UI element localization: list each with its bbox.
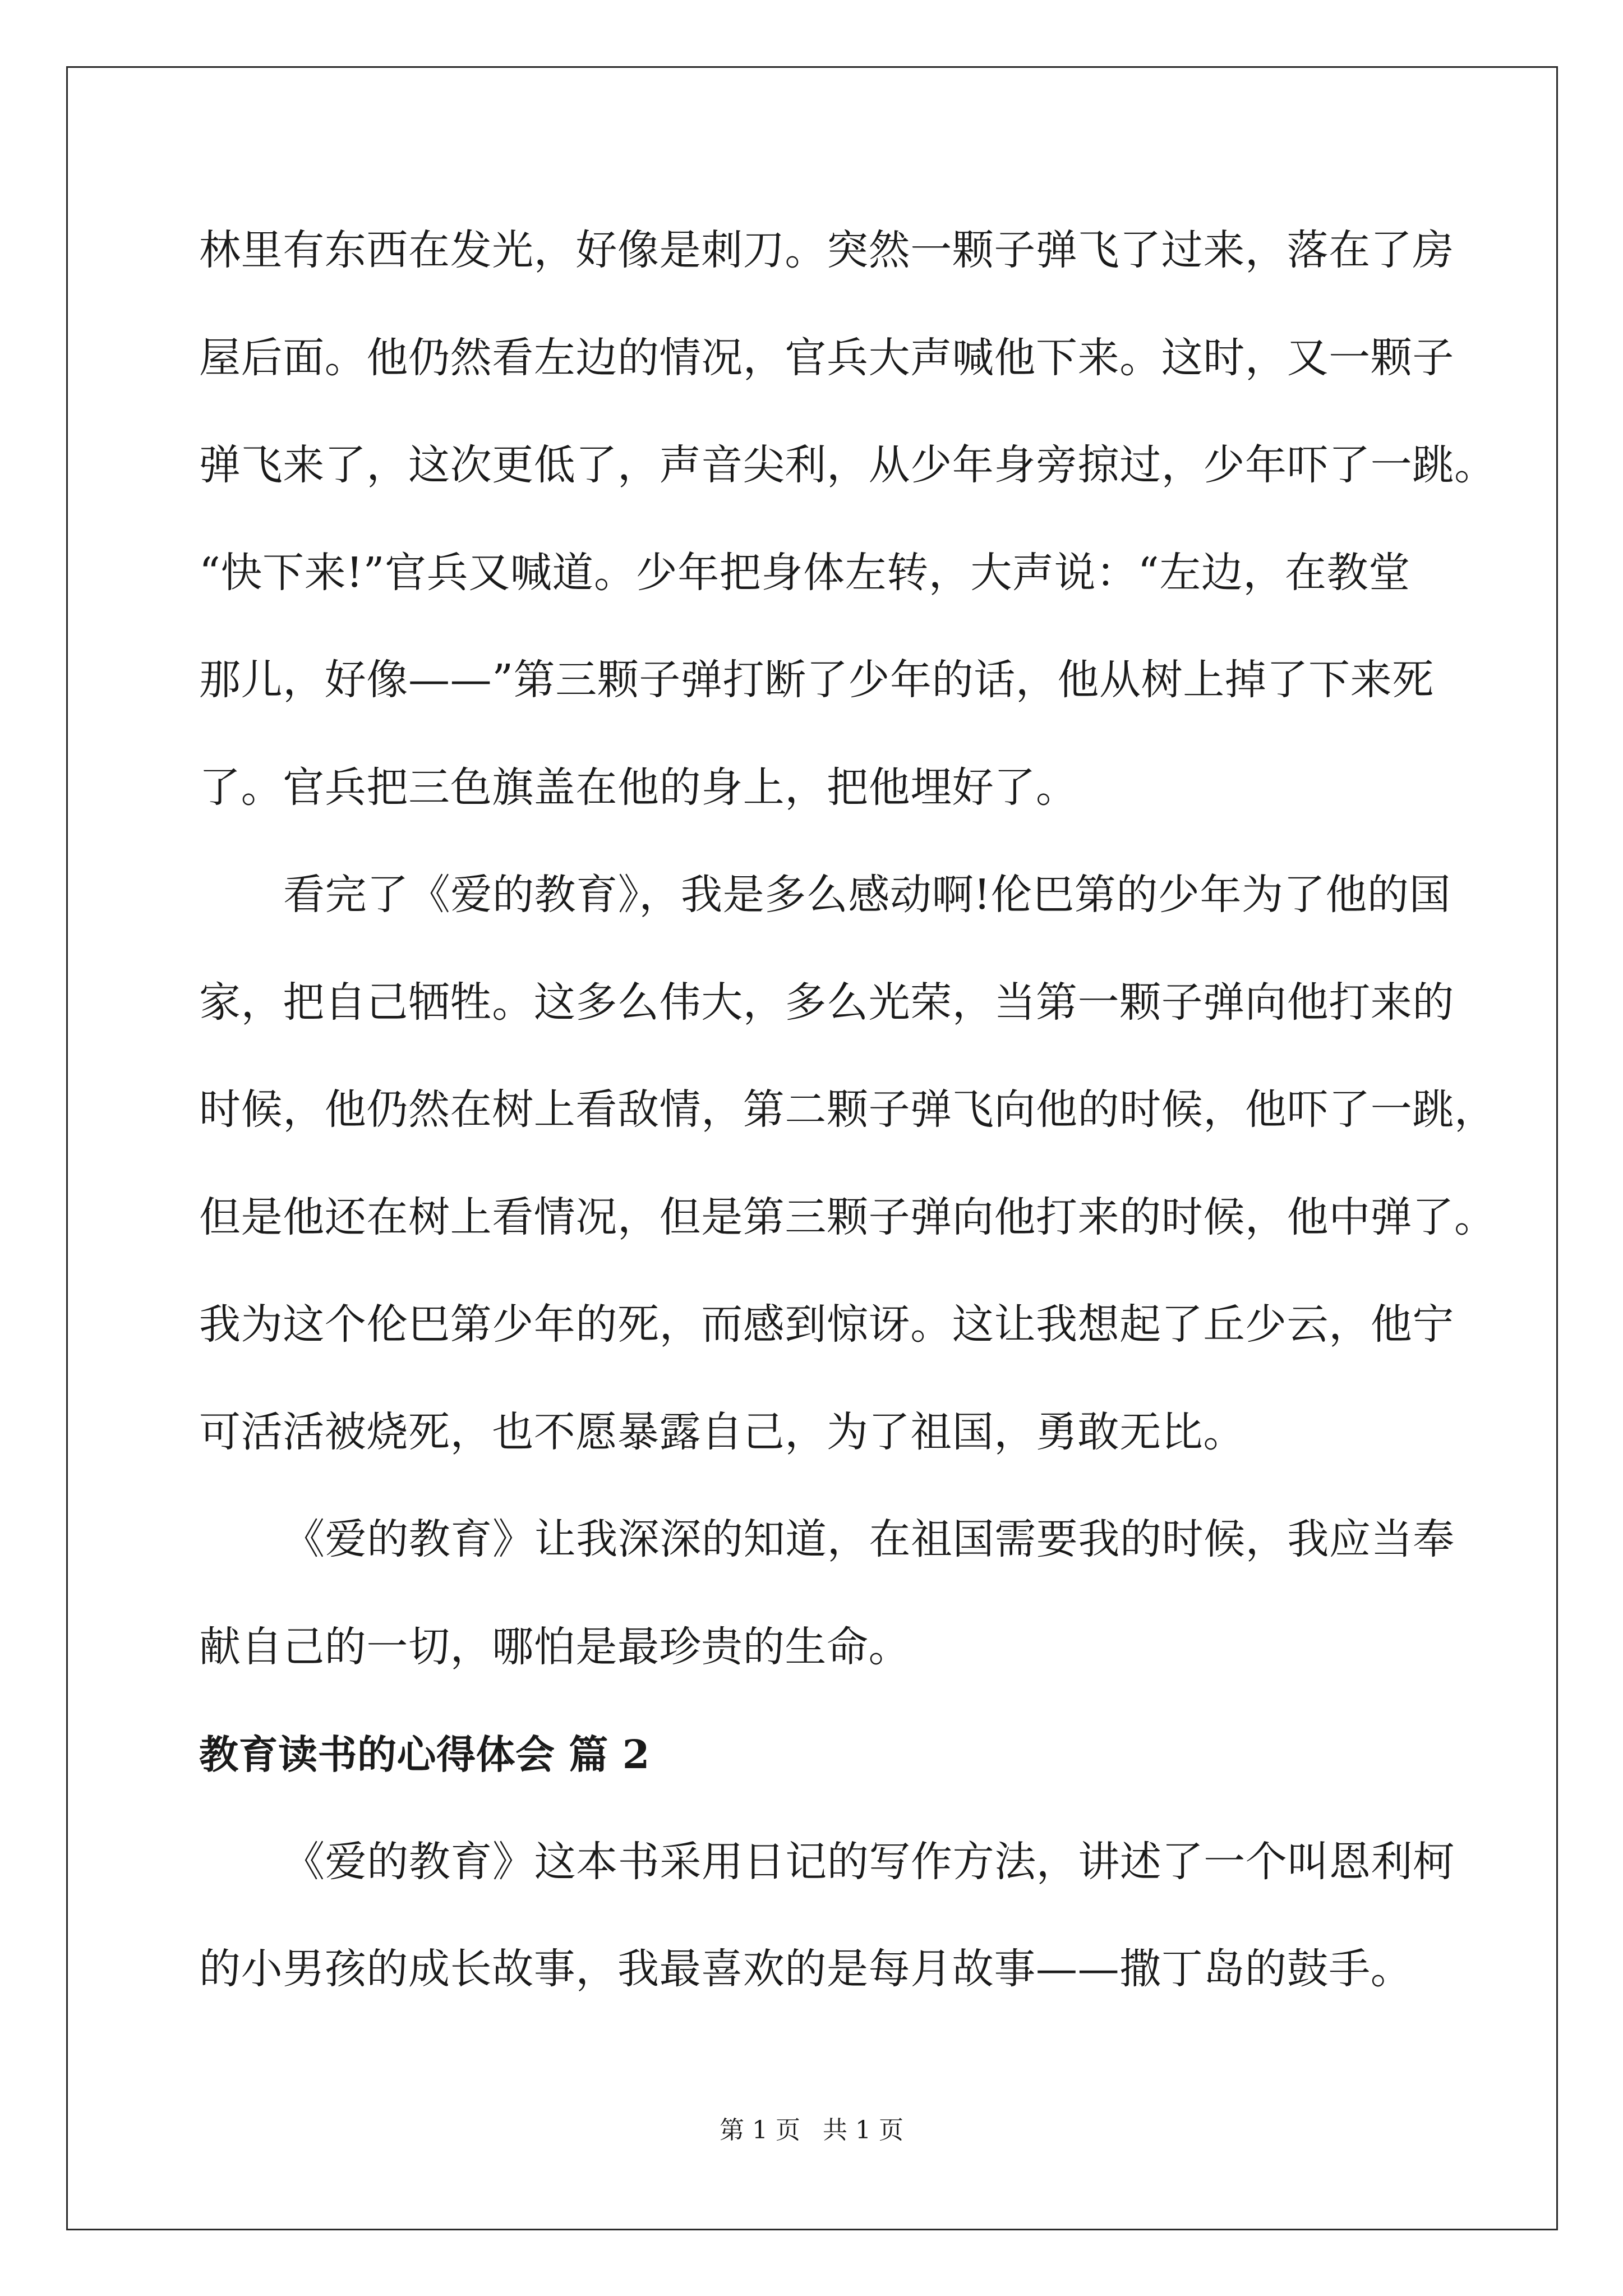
text-line: 时候，他仍然在树上看敌情，第二颗子弹飞向他的时候，他吓了一跳， [199, 1085, 1496, 1134]
text-line: 我为这个伦巴第少年的死，而感到惊讶。这让我想起了丘少云，他宁 [199, 1300, 1454, 1349]
document-body [199, 197, 1496, 2023]
text-line: 弹飞来了，这次更低了，声音尖利，从少年身旁掠过，少年吓了一跳。 [199, 441, 1496, 489]
text-line: 家，把自己牺牲。这多么伟大，多么光荣，当第一颗子弹向他打来的 [199, 978, 1454, 1027]
paragraph-4 [199, 1809, 1455, 2023]
paragraph-3 [199, 1486, 1455, 1701]
section-heading: 教育读书的心得体会 篇 2 [199, 1731, 650, 1778]
page-footer [0, 2114, 1623, 2147]
text-line: 了。官兵把三色旗盖在他的身上，把他埋好了。 [199, 763, 1078, 812]
page-total: 共 1 页 [823, 2116, 903, 2145]
text-line: 看完了《爱的教育》，我是多么感动啊!伦巴第的少年为了他的国 [283, 871, 1451, 919]
text-line: “快下来!”官兵又喊道。少年把身体左转，大声说：“左边，在教堂 [199, 548, 1410, 597]
paragraph-2 [199, 841, 1496, 1486]
text-line: 《爱的教育》让我深深的知道，在祖国需要我的时候，我应当奉 [283, 1515, 1455, 1563]
text-line: 但是他还在树上看情况，但是第三颗子弹向他打来的时候，他中弹了。 [199, 1193, 1496, 1241]
text-line: 屋后面。他仍然看左边的情况，官兵大声喊他下来。这时，又一颗子 [199, 333, 1454, 382]
text-line: 的小男孩的成长故事，我最喜欢的是每月故事——撒丁岛的鼓手。 [199, 1945, 1413, 1993]
text-line: 献自己的一切，哪怕是最珍贵的生命。 [199, 1622, 911, 1671]
text-line: 林里有东西在发光，好像是刺刀。突然一颗子弹飞了过来，落在了房 [199, 226, 1454, 274]
text-line: 可活活被烧死，也不愿暴露自己，为了祖国，勇敢无比。 [199, 1407, 1245, 1456]
page-number: 第 1 页 [720, 2116, 800, 2145]
paragraph-1 [199, 197, 1496, 841]
text-line: 《爱的教育》这本书采用日记的写作方法，讲述了一个叫恩利柯 [283, 1837, 1455, 1886]
text-line: 那儿，好像——”第三颗子弹打断了少年的话，他从树上掉了下来死 [199, 656, 1434, 704]
